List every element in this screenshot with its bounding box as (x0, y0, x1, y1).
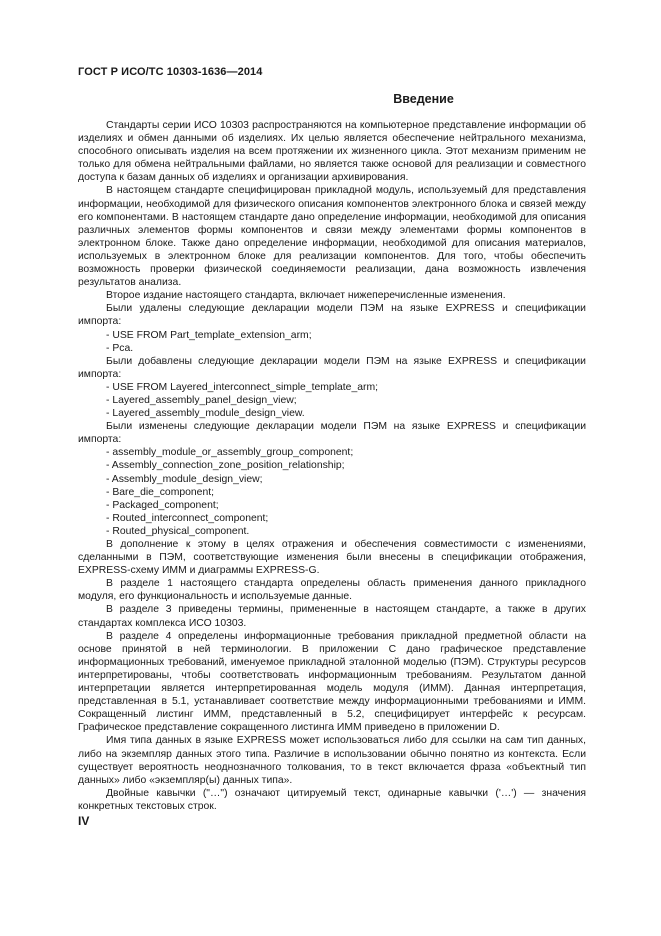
section-title: Введение (393, 92, 454, 106)
list-item: - assembly_module_or_assembly_group_component; (106, 447, 354, 459)
paragraph: В разделе 3 приведены термины, примененные в настоящем стандарте, а также в других стандартах комплекса ИСО 10303. (78, 604, 586, 629)
paragraph: Стандарты серии ИСО 10303 распространяются на компьютерное представление информации об изделиях и обмен данными об изделиях. Их целью является обеспечение нейтрального механизма, способного описывать изделия на всем протяжении их жизненного цикла. Этот механизм применим не только для обмена нейтральными файлами, но является также основой для реализации и совместного доступа к базам данных об изделиях и организации архивирования. (78, 120, 586, 184)
list-item: - Assembly_module_design_view; (106, 473, 263, 485)
list-item: - Routed_physical_component. (106, 525, 250, 537)
paragraph: Были добавлены следующие декларации модели ПЭМ на языке EXPRESS и спецификации импорта: (78, 355, 586, 380)
list-item: - Packaged_component; (106, 499, 219, 511)
paragraph: В разделе 4 определены информационные требования прикладной предметной области на основе принятой в ней терминологии. В приложении С дано графическое представление информационных требований, именуемое прикладной эталонной моделью (ПЭМ). Структуры ресурсов интерпретированы, чтобы соответствовать информационным требованиям. Результатом данной интерпретации является интерпретированная модель модуля (ИММ). Данная интерпретация, представленная в 5.1, устанавливает соответствие между информационными требованиями и ИММ. Сокращенный листинг ИММ, представленный в 5.2, специфицирует интерфейс к ресурсам. Графическое представление сокращенного листинга ИММ приведено в приложении D. (78, 630, 586, 734)
page-number: IV (78, 814, 90, 828)
list-item: - Bare_die_component; (106, 486, 215, 498)
paragraph: В настоящем стандарте специфицирован прикладной модуль, используемый для представления информации, необходимой для физического описания компонентов электронного блока и связей между его компонентами. В настоящем стандарте дано определение информации, необходимой для описания различных элементов формы компонентов и связи между элементами формы компонентов в электронном блоке. Также дано определение информации, необходимой для описания материалов, используемых в электронном блоке для реализации компонентов. Для того, чтобы обеспечить возможность проверки физической соединяемости реализации, дана возможность извлечения результатов анализа. (78, 185, 586, 289)
paragraph: Были удалены следующие декларации модели ПЭМ на языке EXPRESS и спецификации импорта: (78, 303, 586, 328)
paragraph: В дополнение к этому в целях отражения и обеспечения совместимости с изменениями, сделанными в ПЭМ, соответствующие изменения были внесены в спецификации отображения, EXPRESS-схему ИММ и диаграммы EXPRESS-G. (78, 539, 586, 577)
standard-header: ГОСТ Р ИСО/ТС 10303-1636—2014 (78, 66, 263, 78)
paragraph: В разделе 1 настоящего стандарта определены область применения данного прикладного модуля, его функциональность и используемые данные. (78, 578, 586, 603)
paragraph: Были изменены следующие декларации модели ПЭМ на языке EXPRESS и спецификации импорта: (78, 421, 586, 446)
list-item: - Assembly_connection_zone_position_relationship; (106, 460, 345, 472)
list-item: - Layered_assembly_module_design_view. (106, 408, 305, 420)
paragraph: Имя типа данных в языке EXPRESS может использоваться либо для ссылки на сам тип данных, либо на экземпляр данных этого типа. Различие в использовании обычно понятно из контекста. Если существует вероятность неоднозначного толкования, то в текст включается фраза «объектный тип данных» либо «экземпляр(ы) данных типа». (78, 735, 586, 786)
paragraph: Второе издание настоящего стандарта, включает нижеперечисленные изменения. (106, 290, 506, 302)
paragraph: Двойные кавычки ("…") означают цитируемый текст, одинарные кавычки ('…') — значения конкретных текстовых строк. (78, 787, 586, 812)
body-text (78, 119, 586, 813)
list-item: - Layered_assembly_panel_design_view; (106, 394, 297, 406)
list-item: - Routed_interconnect_component; (106, 512, 269, 524)
list-item: - Pca. (106, 342, 134, 354)
list-item: - USE FROM Layered_interconnect_simple_template_arm; (106, 381, 379, 393)
list-item: - USE FROM Part_template_extension_arm; (106, 329, 312, 341)
